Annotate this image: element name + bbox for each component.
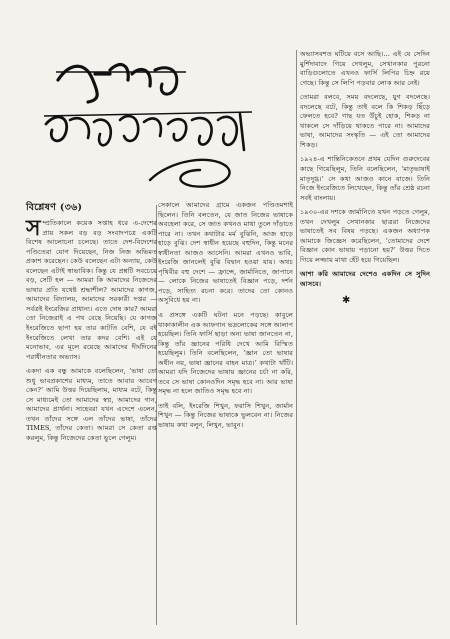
left-paragraph-2: একদা এক বন্ধু আমাকে বলেছিলেন, ‘ভাষা তো শুধু ভাবপ্রকাশের মাধ্যম, তাতে আবার আবেগ কেন?’ আমি উত্তর দিয়েছিলাম, মাধ্যম বটে, কিন্তু সে মাধ্যমেই তো আমাদের স্বপ্ন, আমাদের গান, আমাদের প্রার্থনা। সাহেবরা যখন এদেশে এলেন, তখন তাঁদের সঙ্গে এল তাঁদের ভাষা, তাঁদের TIMES, তাঁদের কেতা। আমরা সে কেতা রপ্ত করলুম, কিন্তু নিজেদের কেতা ভুলে গেলুম। (26, 367, 157, 443)
right-paragraph-3: ১৯২৪-এ শান্তিনিকেতনে প্রথম যেদিন গুরুদেবের কাছে গিয়েছিলুম, তিনি বলেছিলেন, ‘মাতৃভাষাই মাতৃদুগ্ধ।’ সে কথা আজও কানে বাজে। তিনি নিজে ইংরেজিতে লিখেছেন, কিন্তু তাঁর শ্রেষ্ঠ রচনা সবই বাংলায়। (300, 155, 430, 202)
left-column (26, 201, 157, 449)
right-paragraph-2: তোমরা বলবে, সময় বদলেছে, যুগ বদলেছে। বদলেছে বটে, কিন্তু তাই বলে কি শিকড় ছিঁড়ে ফেলতে হবে? গাছ যত উঁচুই হোক, শিকড় না থাকলে সে দাঁড়িয়ে থাকতে পারে না। আমাদের ভাষা, আমাদের সংস্কৃতি — এই তো আমাদের শিকড়। (300, 93, 430, 149)
section-heading: বিশ্লেষণ (৩৬) (26, 202, 83, 213)
end-star-icon: ✱ (342, 294, 351, 306)
right-footer-line: আশা করি আমাদের দেশেও একদিন সে সুদিন আসবে। (300, 270, 430, 289)
calligraphic-title (40, 50, 260, 200)
middle-paragraph-1: সেকালে আমাদের গ্রামে একজন পণ্ডিতমশাই ছিলেন। তিনি বলতেন, যে জাত নিজের ভাষাকে অবহেলা করে, সে জাত কখনও মাথা তুলে দাঁড়াতে পারে না। তখন কথাটার মর্ম বুঝিনি, আজ হাড়ে হাড়ে বুঝি। দেশ স্বাধীন হয়েছে বহুদিন, কিন্তু মনের স্বাধীনতা আজও আসেনি। আমরা এখনও ভাবি, ইংরেজি জানলেই বুঝি বিদ্বান হওয়া যায়। অথচ পৃথিবীর বহু দেশে — ফ্রান্সে, জার্মানিতে, জাপানে — লোকে নিজের ভাষাতেই বিজ্ঞান পড়ে, দর্শন পড়ে, সাহিত্য রচনা করে। তাদের তো কোনও অসুবিধে হয় না। (158, 201, 293, 305)
middle-paragraph-3: তাই বলি, ইংরেজি শিখুন, ফরাসি শিখুন, জার্মান শিখুন — কিন্তু নিজের ভাষাকে ভুলবেন না। নিজের ভাষায় কথা বলুন, লিখুন, ভাবুন। (158, 401, 293, 430)
title-block (40, 50, 260, 200)
right-paragraph-4: ১৯৩০-এর দশকে জার্মানিতে যখন পড়তে গেলুম, তখন দেখলুম সেখানকার ছাত্ররা নিজেদের ভাষাতেই সব বিষয় পড়ছে। একজন অধ্যাপক আমাকে জিজ্ঞেস করেছিলেন, ‘তোমাদের দেশে বিজ্ঞান কোন ভাষায় পড়ানো হয়?’ উত্তর দিতে গিয়ে লজ্জায় মাথা হেঁট হয়ে গিয়েছিল। (300, 208, 430, 264)
right-column (300, 50, 430, 306)
middle-paragraph-2: এ প্রসঙ্গে একটি ঘটনা মনে পড়ছে। কাবুলে থাকাকালীন এক আফগান ভদ্রলোকের সঙ্গে আলাপ হয়েছিল। তিনি ফার্সি ছাড়া অন্য ভাষা জানতেন না, কিন্তু তাঁর জ্ঞানের পরিধি দেখে আমি বিস্মিত হয়েছিলুম। তিনি বলেছিলেন, ‘জ্ঞান তো ভাষার অধীন নয়, ভাষা জ্ঞানের বাহন মাত্র।’ কথাটা খাঁটি। আমরা যদি নিজেদের ভাষায় জ্ঞানের চর্চা না করি, তবে সে ভাষা কোনওদিন সমৃদ্ধ হবে না। আর ভাষা সমৃদ্ধ না হলে জাতিও সমৃদ্ধ হবে না। (158, 311, 293, 396)
middle-column (158, 201, 293, 436)
right-paragraph-1: অভ্যাসবশত ঘটিয়ে বসে আছি।... এই যে সেদিন মুর্শিদাবাদে গিয়ে দেখলুম, সেখানকার পুরনো বাড়িগুলোতে এখনও ফার্সি লিপির চিহ্ন রয়ে গেছে। কিন্তু সে লিপি পড়বার লোক আর নেই। (300, 50, 430, 87)
dropcap: স (26, 215, 41, 241)
column-divider-right (296, 50, 297, 625)
left-paragraph-1-text: ম্প্রতিকালে কয়েক সপ্তাহ ধরে এ-দেশের প্রায় সকল বড় বড় সংবাদপত্রে একটি বিশেষ আলোচনা চলেছে। তাতে দেশ-বিদেশের পণ্ডিতেরা যোগ দিয়েছেন, নিজ নিজ অভিমত প্রকাশ করেছেন। কেউ বলেছেন এটা অন্যায়, কেউ বলেছেন এটাই স্বাভাবিক। কিন্তু যে প্রশ্নটি সবচেয়ে বড়, সেটি হল — আমরা কি আমাদের নিজেদের ভাষার প্রতি যথেষ্ট শ্রদ্ধাশীল? আমাদের কাগজ, আমাদের বিদ্যালয়, আমাদের সরকারী দপ্তর — সর্বত্রই ইংরেজির প্রাধান্য। এতে দোষ কার? আমরা তো নিজেরাই এ পথ বেছে নিয়েছি। যে কাগজ ইংরেজিতে ছাপা হয় তার কাটতি বেশি, যে বই ইংরেজিতে লেখা তার কদর বেশি। এই যে মনোভাব, এর মূলে রয়েছে আমাদের দীর্ঘদিনের পরাধীনতার অভ্যাস। (26, 219, 157, 361)
left-paragraph-1 (26, 215, 157, 362)
